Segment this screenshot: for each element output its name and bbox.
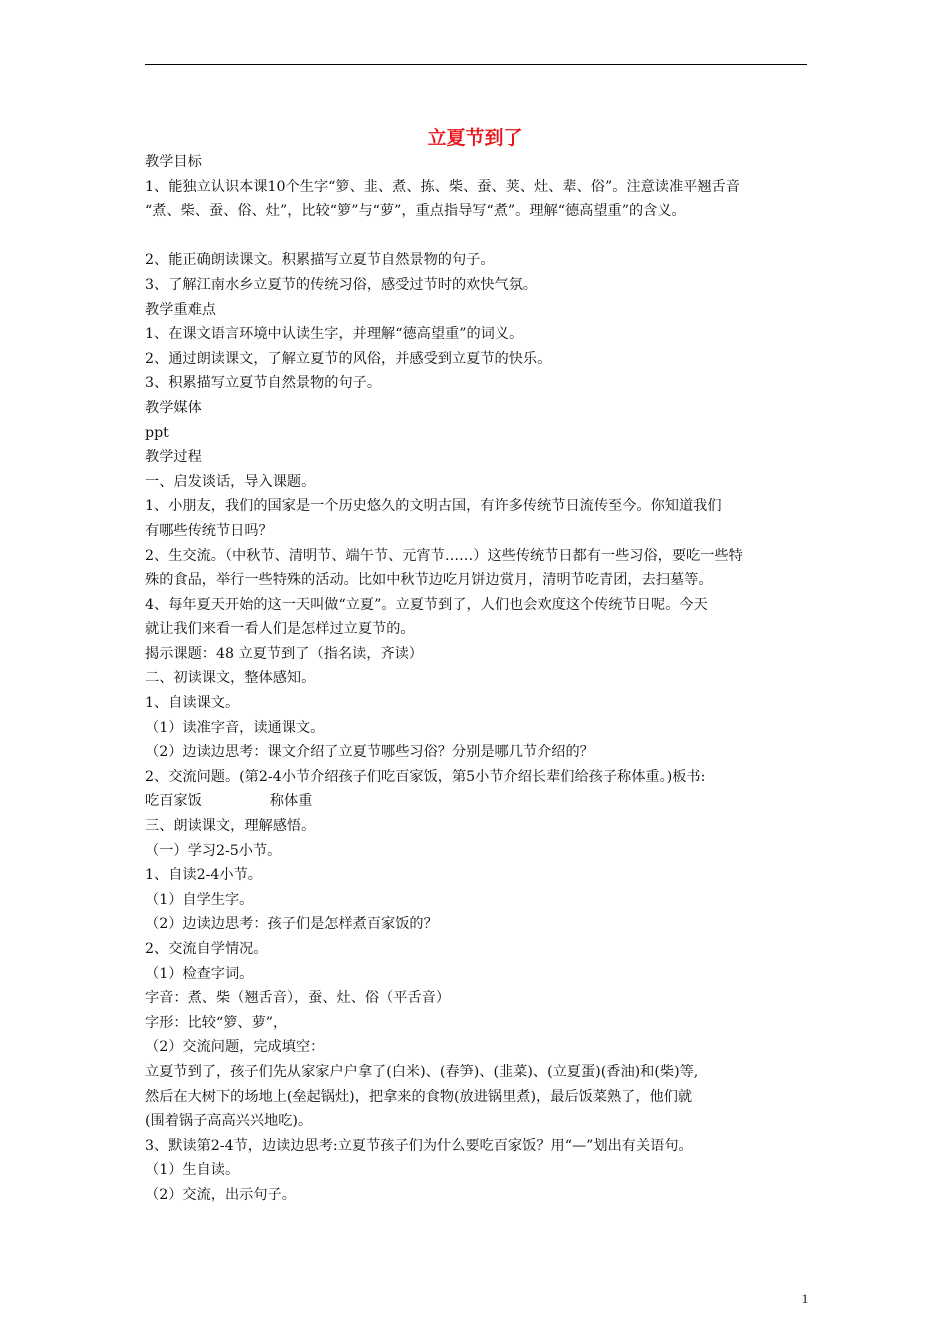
text-line: 3、积累描写立夏节自然景物的句子。	[145, 375, 382, 392]
text-line: （2）交流，出示句子。	[145, 1186, 296, 1203]
text-line: 字形：比较“箩、萝”，	[145, 1014, 288, 1031]
text-line: 1、在课文语言环境中认读生字，并理解“德高望重”的词义。	[145, 326, 524, 343]
text-line: （2）边读边思考：课文介绍了立夏节哪些习俗？分别是哪几节介绍的？	[145, 744, 594, 761]
text-line: 教学目标	[145, 154, 202, 170]
text-line: 1、自读课文。	[145, 695, 240, 712]
text-line: 2、能正确朗读课文。积累描写立夏节自然景物的句子。	[145, 252, 495, 269]
text-line: （1）读准字音，读通课文。	[145, 719, 325, 736]
text-line: 2、交流问题。(第2-4小节介绍孩子们吃百家饭，第5小节介绍长辈们给孩子称体重。)板书:	[145, 768, 706, 785]
text-line: 1、能独立认识本课10个生字“箩、韭、煮、拣、柴、蚕、荚、灶、辈、俗”。注意读准平翘舌音	[145, 178, 740, 195]
text-line: （1）自学生字。	[145, 891, 254, 908]
text-line: 立夏节到了，孩子们先从家家户户拿了(白米)、(春笋)、(韭菜)、(立夏蛋)(香油)和(柴)等,	[145, 1063, 699, 1080]
text-line: 3、了解江南水乡立夏节的传统习俗，感受过节时的欢快气氛。	[145, 276, 538, 293]
text-line: 字音：煮、柴（翘舌音），蚕、灶、俗（平舌音）	[145, 990, 451, 1007]
text-line: 4、每年夏天开始的这一天叫做“立夏”。立夏节到了，人们也会欢度这个传统节日呢。今天	[145, 596, 708, 613]
text-line: 1、自读2-4小节。	[145, 867, 262, 884]
text-line: 二、初读课文，整体感知。	[145, 670, 316, 687]
text-line: (围着锅子高高兴兴地吃)。	[145, 1113, 313, 1130]
text-line: （1）生自读。	[145, 1162, 240, 1179]
document-body	[145, 150, 810, 1208]
text-line: 教学过程	[145, 449, 202, 466]
header-rule	[145, 64, 807, 65]
text-line: 3、默读第2-4节，边读边思考:立夏节孩子们为什么要吃百家饭？用“—”划出有关语句。	[145, 1137, 693, 1154]
board-item-left: 吃百家饭	[145, 793, 202, 810]
board-summary-line	[145, 789, 810, 814]
text-line: 然后在大树下的场地上(垒起锅灶)，把拿来的食物(放进锅里煮)，最后饭菜熟了，他们就	[145, 1088, 693, 1105]
text-line: （一）学习2-5小节。	[145, 842, 282, 859]
text-line: “煮、柴、蚕、俗、灶”，比较“箩”与“萝”，重点指导写“煮”。理解“德高望重”的含义。	[145, 203, 686, 220]
text-line: （2）交流问题，完成填空：	[145, 1039, 325, 1056]
page-number: 1	[801, 1291, 809, 1306]
text-line: 教学媒体	[145, 399, 202, 416]
text-line: 揭示课题：48 立夏节到了（指名读，齐读）	[145, 645, 423, 662]
text-line: 教学重难点	[145, 301, 216, 318]
text-line: 有哪些传统节日吗？	[145, 522, 273, 539]
text-line	[145, 224, 810, 249]
text-line: （2）边读边思考：孩子们是怎样煮百家饭的？	[145, 916, 438, 933]
body-lines-part-2	[145, 814, 810, 1208]
text-line: 2、生交流。（中秋节、清明节、端午节、元宵节……）这些传统节日都有一些习俗，要吃一些特	[145, 547, 743, 564]
text-line: 1、小朋友，我们的国家是一个历史悠久的文明古国，有许多传统节日流传至今。你知道我们	[145, 498, 722, 515]
text-line: 一、启发谈话，导入课题。	[145, 473, 316, 490]
document-title: 立夏节到了	[427, 127, 523, 149]
text-line: 2、通过朗读课文，了解立夏节的风俗，并感受到立夏节的快乐。	[145, 350, 552, 367]
text-line: 就让我们来看一看人们是怎样过立夏节的。	[145, 621, 415, 638]
text-line: 三、朗读课文，理解感悟。	[145, 818, 316, 835]
text-line: （1）检查字词。	[145, 965, 254, 982]
body-lines-part-1	[145, 150, 810, 789]
text-line: ppt	[145, 424, 169, 441]
board-item-right: 称体重	[269, 793, 313, 810]
text-line: 2、交流自学情况。	[145, 941, 268, 957]
text-line: 殊的食品，举行一些特殊的活动。比如中秋节边吃月饼边赏月，清明节吃青团，去扫墓等。	[145, 572, 713, 589]
